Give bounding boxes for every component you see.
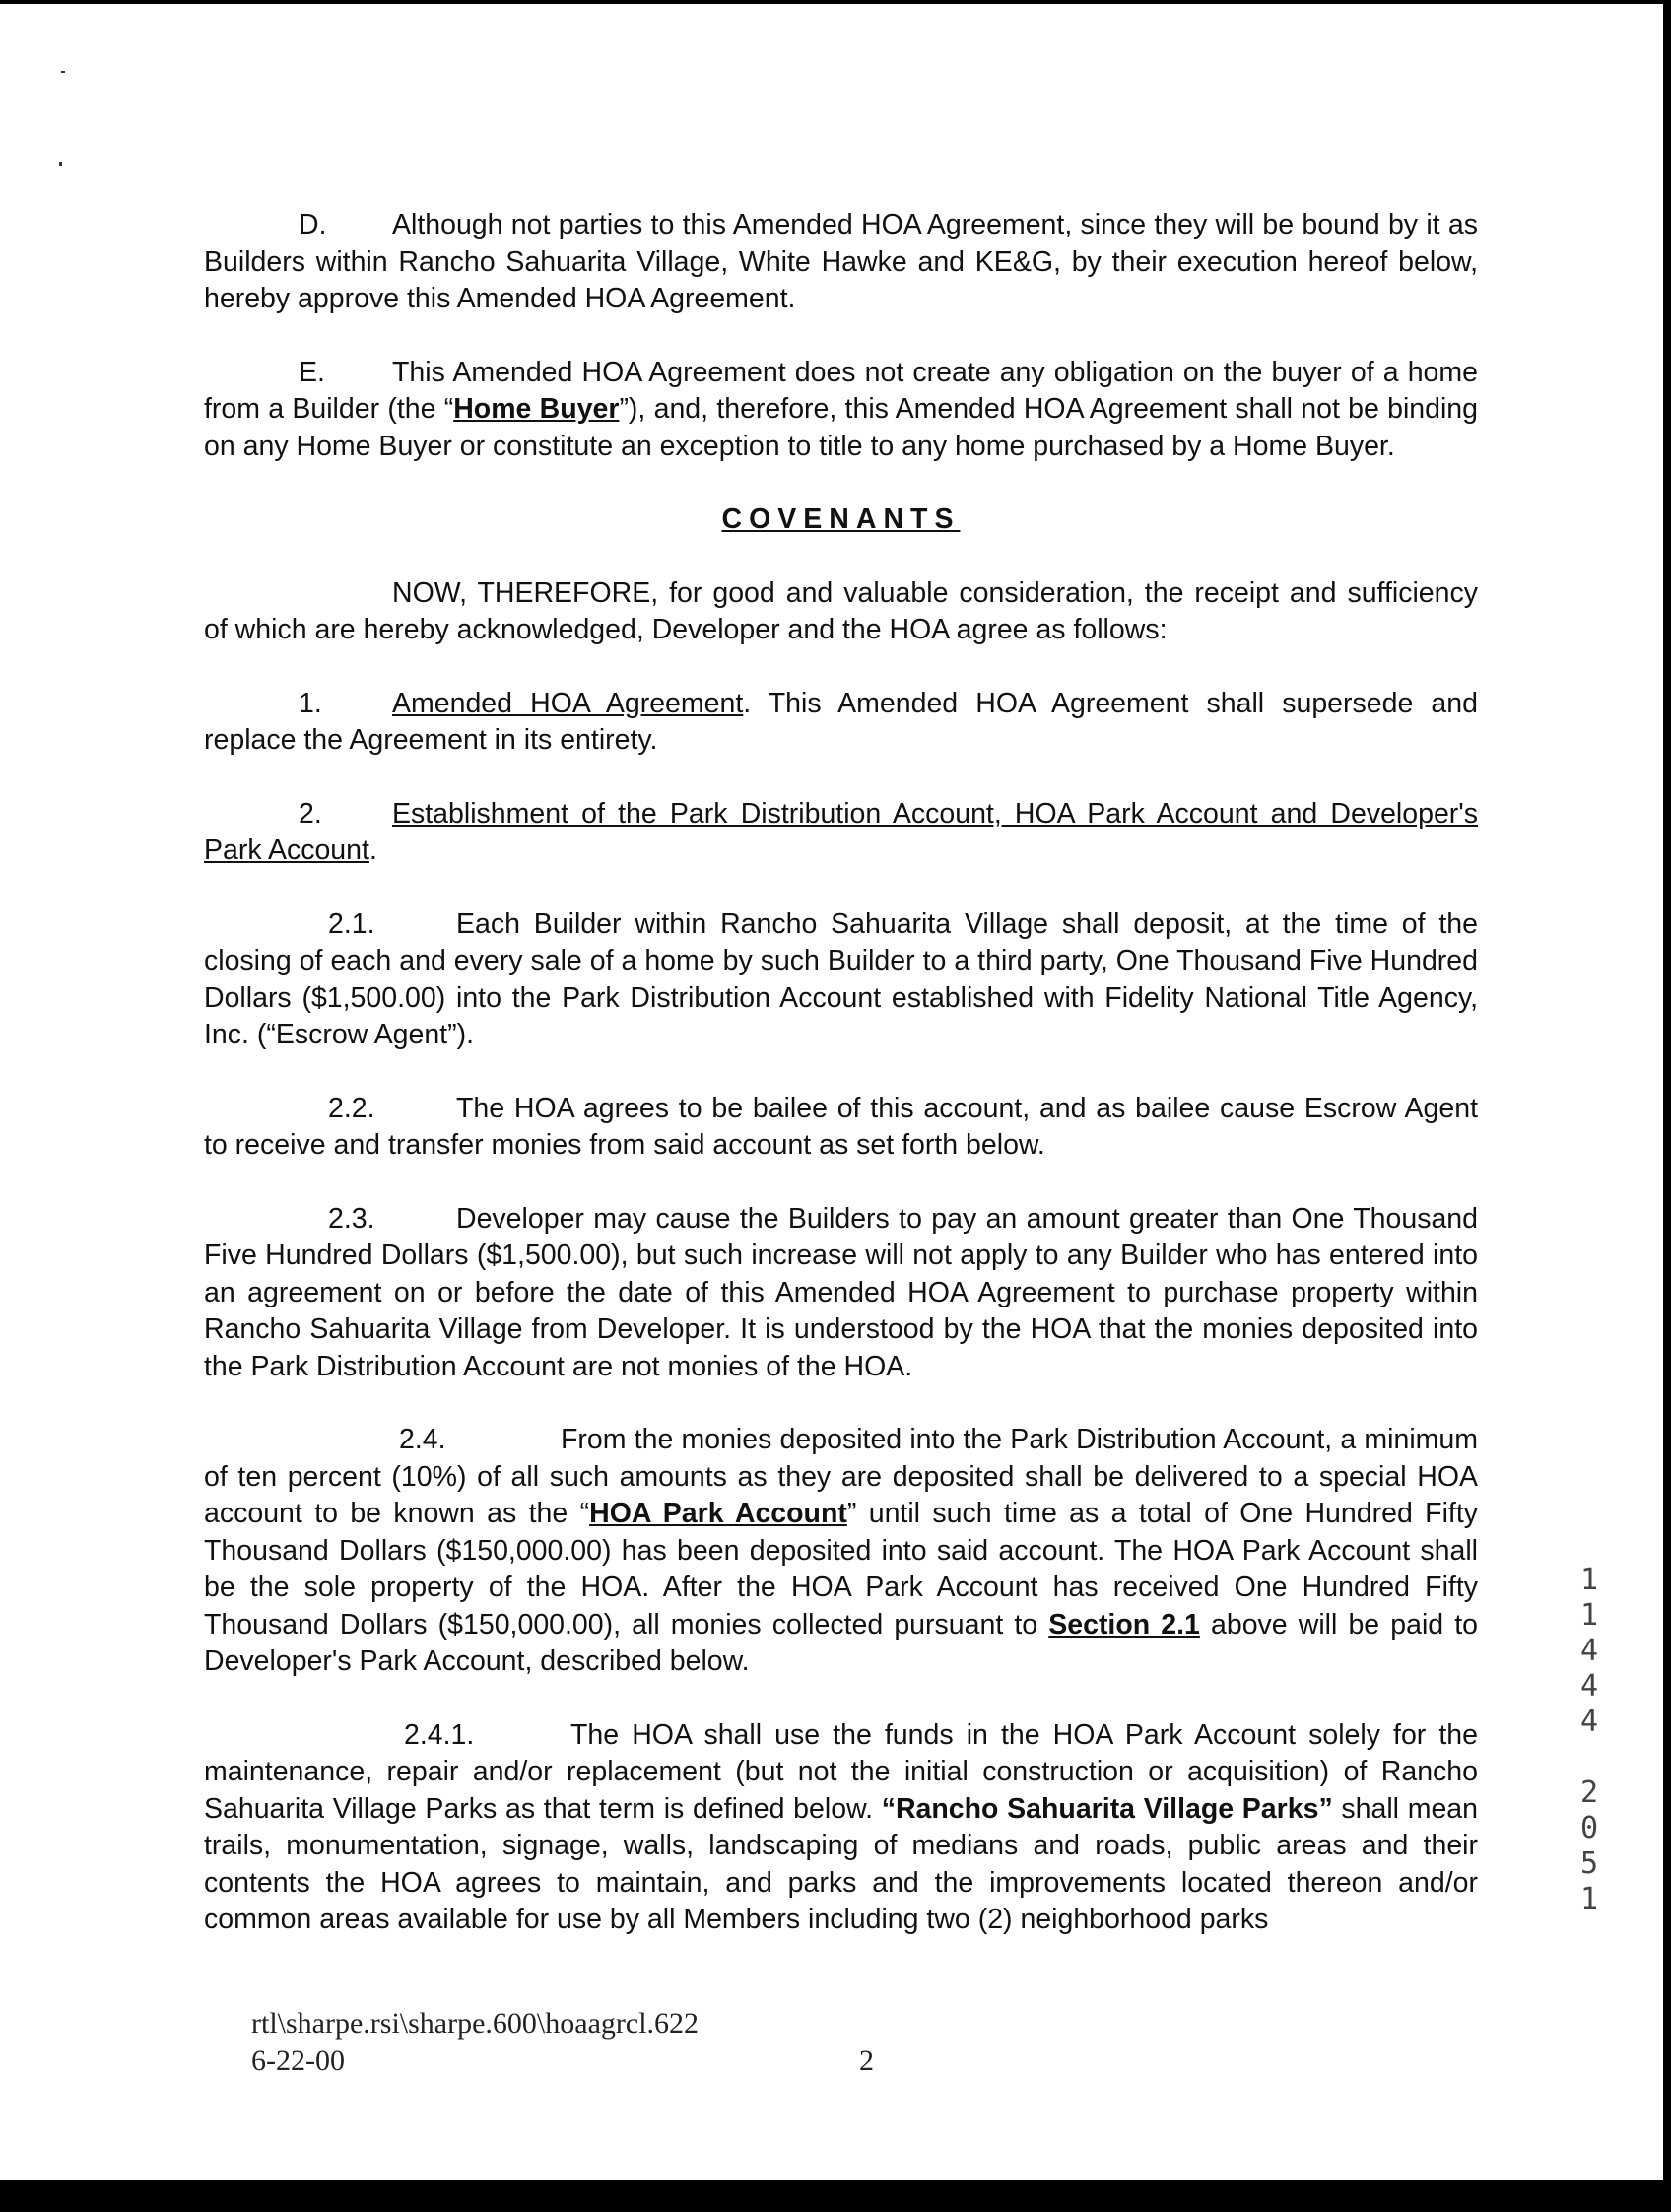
section-number: 2.2. [328,1092,375,1124]
stamp-digit: 4 [1579,1669,1599,1704]
bates-stamp [1574,1563,1604,1917]
section-title: Amended HOA Agreement [392,687,744,719]
defined-term: HOA Park Account [589,1498,847,1529]
section-number: 2.4.1. [404,1718,475,1751]
recital-text: Although not parties to this Amended HOA Agreement, since they will be bound by it as Builders within Rancho Sahuarita Village, White Hawke and KE&G, by their execution hereof below, hereby approve this Amended HOA Agreement. [204,209,1478,314]
covenants-heading: COVENANTS [721,503,961,535]
section-2-4 [204,1422,1478,1681]
section-text: From the monies deposited into the Park Distribution Account, a minimum of ten percent (10%) of all such amounts as they are deposited shall be delivered to a special HOA account to be known as the “ [204,1424,1478,1529]
section-2-3 [204,1201,1478,1386]
stamp-digit: 5 [1579,1846,1599,1881]
scan-border-bottom [0,2180,1671,2212]
preamble-text: NOW, THEREFORE, for good and valuable consideration, the receipt and sufficiency of which are hereby acknowledged, Developer and the HOA agree as follows: [204,576,1478,645]
recital-label: D. [299,209,327,240]
recital-label: E. [299,356,325,388]
stamp-digit: 1 [1579,1563,1599,1597]
section-title: Establishment of the Park Distribution Account, HOA Park Account and Developer's Park Account [204,797,1478,866]
stamp-digit: 1 [1579,1882,1599,1916]
stamp-digit: 4 [1579,1634,1599,1668]
section-2-4-1 [204,1717,1478,1939]
document-body [204,207,1478,1939]
section-text: . [368,835,377,866]
scan-border-right [1663,0,1671,2212]
section-2-1 [204,906,1478,1054]
section-number: 2.3. [328,1202,375,1235]
section-text: The HOA shall use the funds in the HOA Park Account solely for the maintenance, repair and/or replacement (but not the initial construction or acquisition) of Rancho Sahuarita Village Parks as that term is defined below. [204,1718,1478,1825]
recital-text: ”), and, therefore, this Amended HOA Agreement shall not be binding on any Home Buyer or constitute an exception to title to any home purchased by a Home Buyer. [204,393,1479,462]
section-text: The HOA agrees to be bailee of this account, and as bailee cause Escrow Agent to receive and transfer monies from said account as set forth below. [204,1092,1478,1161]
section-text: shall mean trails, monumentation, signage, walls, landscaping of medians and roads, public areas and their contents the HOA agrees to maintain, and parks and the improvements located thereon and/or common areas available for use by all Members including two (2) neighborhood parks [204,1792,1479,1935]
footer [251,2005,699,2080]
section-number: 2. [299,797,322,830]
section-text: Developer may cause the Builders to pay an amount greater than One Thousand Five Hundred Dollars ($1,500.00), but such increase will not apply to any Builder who has entered into an agreement on or before the date of this Amended HOA Agreement to purchase property within Rancho Sahuarita Village from Developer. It is understood by the HOA that the monies deposited into the Park Distribution Account are not monies of the HOA. [204,1202,1478,1382]
section-text: above will be paid to Developer's Park Account, described below. [204,1608,1479,1677]
footer-file-path: rtl\sharpe.rsi\sharpe.600\hoaagrcl.622 [251,2007,700,2040]
stamp-digit: 2 [1579,1776,1599,1810]
section-text: ” until such time as a total of One Hundred Fifty Thousand Dollars ($150,000.00) has been deposited into said account. The HOA Park Account shall be the sole property of the HOA. After the HOA Park Account has received One Hundred Fifty Thousand Dollars ($150,000.00), all monies collected pursuant to [204,1498,1478,1641]
scan-speck [59,162,62,166]
footer-date: 6-22-00 [251,2044,345,2077]
recital-e [204,355,1478,466]
section-reference: Section 2.1 [1048,1608,1200,1641]
section-text: . This Amended HOA Agreement shall supersede and replace the Agreement in its entirety. [204,687,1478,756]
scan-border-top [0,0,1671,4]
page-number: 2 [859,2044,874,2077]
stamp-digit: 4 [1579,1705,1599,1739]
stamp-digit: 1 [1579,1598,1599,1633]
defined-term: Home Buyer [453,393,620,425]
stamp-digit: 0 [1579,1811,1599,1845]
section-number: 2.1. [328,907,375,940]
section-number: 2.4. [399,1424,446,1455]
section-1 [204,686,1478,760]
preamble [204,575,1478,649]
scan-speck [61,71,65,73]
section-2 [204,796,1478,870]
section-text: Each Builder within Rancho Sahuarita Village shall deposit, at the time of the closing of each and every sale of a home by such Builder to a third party, One Thousand Five Hundred Dollars ($1,500.00) into the Park Distribution Account established with Fidelity National Title Agency, Inc. (“Escrow Agent”). [204,907,1478,1050]
recital-d [204,207,1478,318]
recital-text: This Amended HOA Agreement does not create any obligation on the buyer of a home from a Builder (the “ [204,356,1478,425]
section-number: 1. [299,687,322,719]
defined-term: “Rancho Sahuarita Village Parks” [881,1792,1333,1825]
section-2-2 [204,1091,1478,1165]
